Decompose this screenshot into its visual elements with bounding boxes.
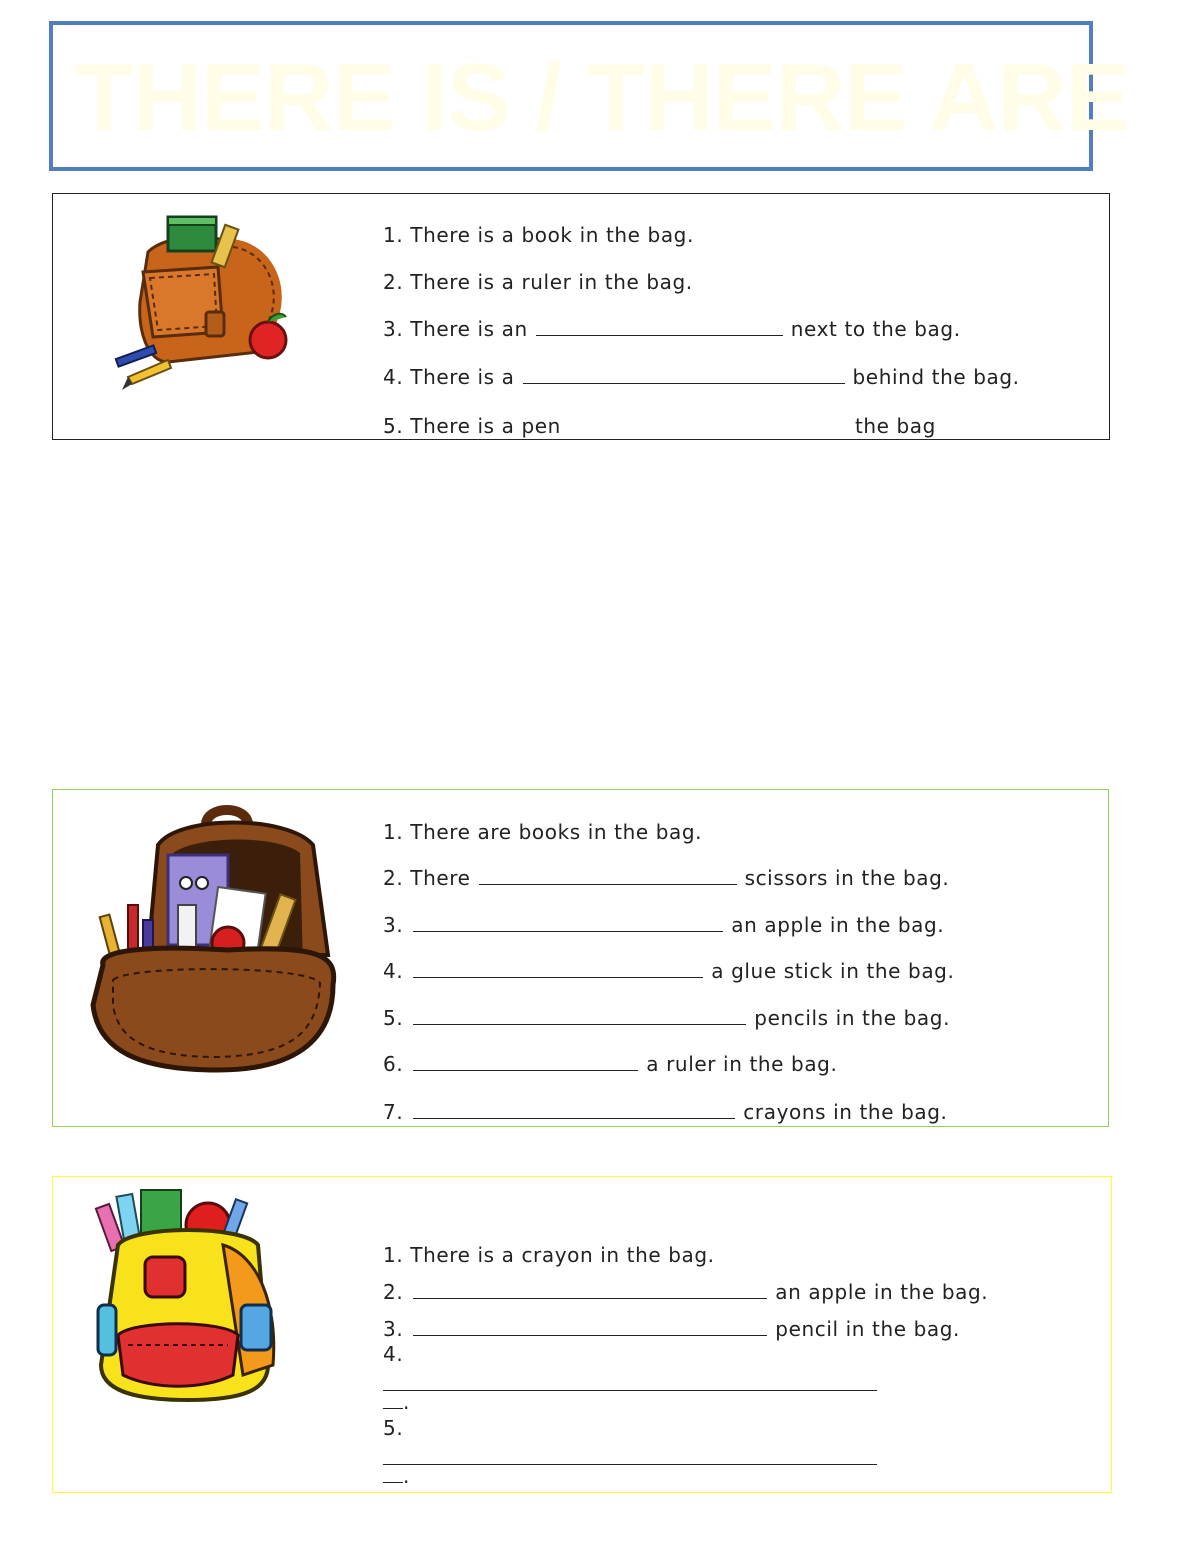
brown-satchel-icon <box>108 212 298 397</box>
answer-blank-tail[interactable] <box>383 1481 403 1483</box>
answer-blank-long[interactable] <box>383 1463 877 1465</box>
ex1-line-3: 3. There is an next to the bag. <box>383 317 961 341</box>
ex1-line-1: 1. There is a book in the bag. <box>383 223 694 247</box>
answer-blank[interactable] <box>413 976 703 978</box>
ex3-line-5-end: . <box>383 1462 410 1490</box>
ex1-line-2: 2. There is a ruler in the bag. <box>383 270 693 294</box>
ex2-line-5: 5. pencils in the bag. <box>383 1006 951 1030</box>
answer-blank[interactable] <box>413 1297 767 1299</box>
answer-blank[interactable] <box>413 1117 735 1119</box>
ex2-line-1: 1. There are books in the bag. <box>383 820 703 844</box>
answer-blank[interactable] <box>413 1023 746 1025</box>
exercise-2-panel <box>52 789 1109 1127</box>
ex2-line-2: 2. There scissors in the bag. <box>383 866 950 890</box>
exercise-3-panel <box>52 1176 1112 1493</box>
ex2-line-4: 4. a glue stick in the bag. <box>383 959 955 983</box>
answer-blank[interactable] <box>523 382 845 384</box>
yellow-backpack-icon <box>93 1185 283 1405</box>
answer-blank[interactable] <box>413 1334 767 1336</box>
ex2-line-3: 3. an apple in the bag. <box>383 913 945 937</box>
answer-blank-tail[interactable] <box>383 1407 403 1409</box>
ex1-line-4: 4. There is a behind the bag. <box>383 365 1020 389</box>
ex3-line-3: 3. pencil in the bag. <box>383 1317 961 1341</box>
answer-blank[interactable] <box>479 883 737 885</box>
ex3-line-4-number: 4. <box>383 1342 404 1366</box>
answer-blank-long[interactable] <box>383 1389 877 1391</box>
page-title: THERE IS / THERE ARE <box>75 44 1129 151</box>
exercise-1-panel <box>52 193 1110 440</box>
ex3-line-1: 1. There is a crayon in the bag. <box>383 1243 715 1267</box>
ex2-line-7: 7. crayons in the bag. <box>383 1100 948 1124</box>
ex3-line-4-end: . <box>383 1388 410 1416</box>
ex2-line-6: 6. a ruler in the bag. <box>383 1052 838 1076</box>
title-box <box>49 21 1129 171</box>
answer-blank[interactable] <box>413 930 723 932</box>
answer-blank[interactable] <box>536 334 783 336</box>
answer-blank[interactable] <box>413 1069 638 1071</box>
brown-backpack-icon <box>88 805 338 1075</box>
ex1-line-5: 5. There is a pen the bag <box>383 414 936 438</box>
ex3-line-5-number: 5. <box>383 1416 404 1440</box>
ex3-line-2: 2. an apple in the bag. <box>383 1280 989 1304</box>
